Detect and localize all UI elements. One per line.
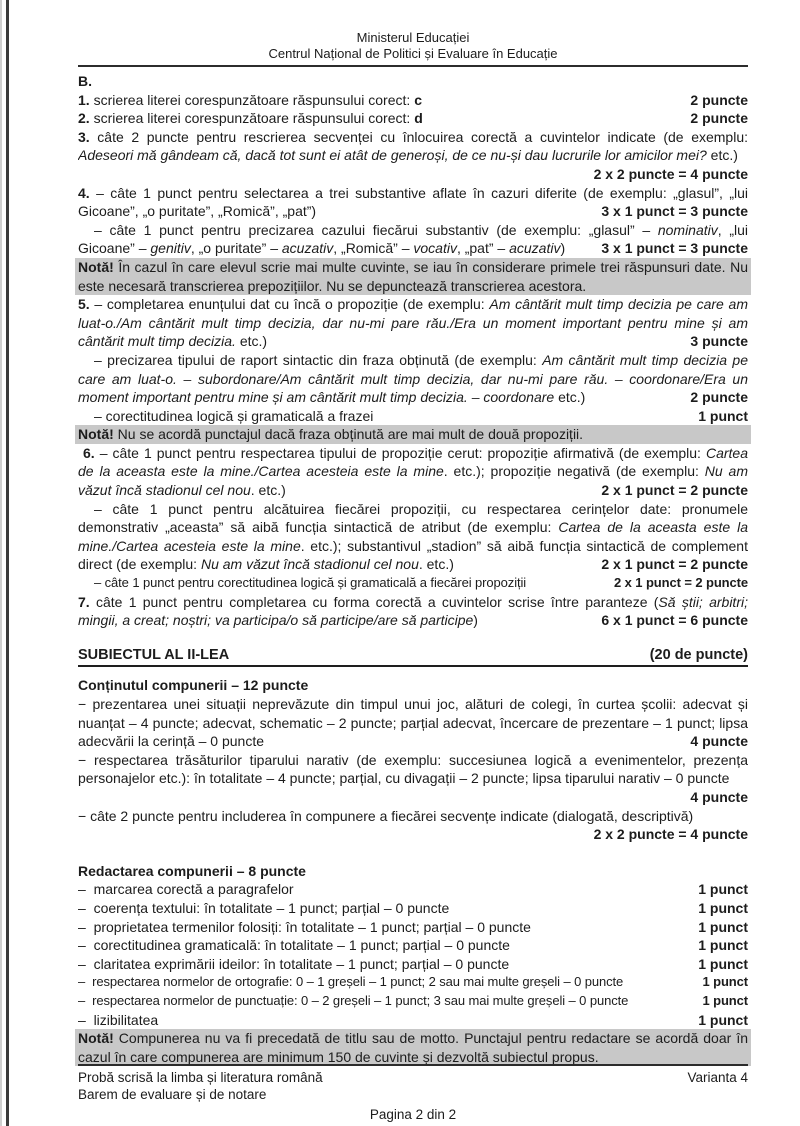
text-run: . etc.); substantivul „stadion” să aibă funcția sintactică de complement direct (de exemplu: <box>78 537 748 573</box>
text-run: , „lui Gicoane” – <box>78 221 748 257</box>
paragraph <box>78 72 748 91</box>
paragraph <box>78 973 748 992</box>
paragraph <box>78 221 748 258</box>
paragraph <box>78 128 748 184</box>
text-run: vocativ <box>413 240 457 257</box>
text-run: – respectarea normelor de punctuație: 0 – 2 greșeli – 1 punct; 3 sau mai multe greșeli – 0 puncte <box>78 992 629 1008</box>
points-value: 2 x 2 puncte = 4 puncte <box>593 826 748 843</box>
text-run: – marcarea corectă a paragrafelor <box>78 881 294 898</box>
text-run: Am cântărit mult timp decizia pe care am luat-o. – subordonare/Am cântărit mult timp decizia, dar nu-mi pare rău. – coordonare/Era un moment important pentru mine și am cântărit mult timp decizia. – coordonare <box>78 351 748 406</box>
text-run: . etc.); propoziție negativă (de exemplu: <box>443 463 705 480</box>
subsection-title: Conținutul compunerii – 12 puncte <box>78 677 309 694</box>
points-value: 1 punct <box>698 955 748 972</box>
points-value: 6 x 1 punct = 6 puncte <box>601 612 748 629</box>
paragraph <box>78 955 748 974</box>
paragraph <box>78 500 748 574</box>
text-run: câte 1 punct pentru completarea cu forma corectă a cuvintelor scrise între paranteze ( <box>89 593 659 610</box>
text-run: − prezentarea unei situații neprevăzute din timpul unui joc, alături de colegi, în curtea școlii: adecvat și nuanțat – 4 puncte; adecvat, schematic – 2 puncte; parțial adecvat, încercare de prezentare – 1 punct; lipsa adecvării la cerință – 0 puncte <box>78 696 748 750</box>
points-value: 2 puncte <box>690 389 748 406</box>
text-run: – corectitudinea gramaticală: în totalitate – 1 punct; parțial – 0 puncte <box>78 937 510 954</box>
text-run: – proprietatea termenilor folosiți: în totalitate – 1 punct; parțial – 0 puncte <box>78 918 531 935</box>
text-run: ) <box>560 240 566 257</box>
text-run: , „Romică” – <box>333 240 414 257</box>
text-run: – corectitudinea logică și gramaticală a frazei <box>94 407 374 424</box>
points-value: 3 puncte <box>690 333 748 350</box>
section-heading <box>78 646 748 668</box>
paragraph <box>78 751 748 807</box>
text-run: Nu am văzut încă stadionul cel nou <box>200 556 419 573</box>
text-run: 5. <box>78 296 90 313</box>
paragraph <box>78 109 748 128</box>
paragraph <box>78 444 748 500</box>
text-run: 6. <box>83 444 95 461</box>
points-value: 4 puncte <box>690 788 748 805</box>
paragraph <box>78 91 748 110</box>
text-run: Cartea de la aceasta este la mine./Cartea acesteia este la mine <box>78 444 748 480</box>
paragraph <box>78 593 748 630</box>
text-run: 4. <box>78 184 90 201</box>
text-run: câte 2 puncte pentru rescrierea secvenței cu înlocuirea corectă a cuvintelor indicate (de exemplu: <box>89 128 748 145</box>
text-run: acuzativ <box>281 240 334 257</box>
paragraph <box>78 807 748 844</box>
text-run: Nu am văzut încă stadionul cel nou <box>78 463 748 499</box>
text-run: 3. <box>78 128 90 145</box>
section-points: (20 de puncte) <box>649 646 748 663</box>
text-run: Nu se acordă punctajul dacă fraza obținută are mai mult de două propoziții. <box>113 426 584 443</box>
text-run: Cartea de la aceasta este la mine./Cartea acesteia este la mine <box>78 519 748 554</box>
text-run: – câte 1 punct pentru respectarea tipului de propoziție cerut: propoziție afirmativă (de exemplu: <box>94 444 706 461</box>
page-number: Pagina 2 din 2 <box>369 1107 457 1122</box>
ministry-title: Ministerul Educației <box>356 30 470 45</box>
text-run: c <box>414 91 422 108</box>
text-run: . etc.) <box>250 482 286 499</box>
paragraph <box>78 184 748 221</box>
paragraph <box>78 899 748 918</box>
exam-type-line: Barem de evaluare și de notare <box>78 1086 267 1102</box>
text-run: Notă! <box>78 1030 114 1047</box>
paragraph <box>78 936 748 955</box>
points-value: 1 punct <box>698 918 748 935</box>
note-paragraph <box>75 425 751 444</box>
exam-subject-line: Probă scrisă la limba și literatura română <box>78 1070 323 1085</box>
text-run: acuzativ <box>509 240 561 257</box>
document-footer <box>78 1064 748 1124</box>
text-run: Notă! <box>78 426 114 443</box>
note-paragraph <box>75 258 751 295</box>
text-run: − câte 2 puncte pentru includerea în compunere a fiecărei secvențe indicate (dialogată, descriptivă) <box>78 807 694 824</box>
text-run: etc.) <box>706 147 738 164</box>
points-value: 1 punct <box>698 937 748 954</box>
points-value: 1 punct <box>698 407 748 424</box>
footer-left <box>78 1070 323 1103</box>
paragraph <box>78 1011 748 1030</box>
text-run: Să știi; arbitri; mingii, a creat; noștri; va participa/o să participe/are să participe <box>78 593 748 629</box>
text-run: – lizibilitatea <box>78 1011 159 1028</box>
text-run: genitiv <box>150 240 191 257</box>
points-value: 3 x 1 punct = 3 puncte <box>601 240 748 257</box>
text-run: d <box>414 110 423 127</box>
text-run: . etc.) <box>418 556 454 573</box>
points-value: 2 x 1 punct = 2 puncte <box>601 482 748 499</box>
text-run: În cazul în care elevul scrie mai multe cuvinte, se iau în considerare primele trei răspunsuri date. Nu este necesară transcrierea prepozițiilor. Nu se depunctează transcrierea acestora. <box>78 258 748 294</box>
text-run: scrierea literei corespunzătoare răspunsului corect: <box>89 91 415 108</box>
paragraph <box>78 992 748 1011</box>
text-run: – câte 1 punct pentru precizarea cazului fiecărui substantiv (de exemplu: „glasul” – <box>94 221 658 238</box>
text-run: – respectarea normelor de ortografie: 0 – 1 greșeli – 1 punct; 2 sau mai multe greșeli – 0 puncte <box>78 974 624 990</box>
text-run: – câte 1 punct pentru alcătuirea fiecărei propoziții, cu respectarea cerințelor date: pronumele demonstrativ „aceasta” să aibă funcția sintactică de atribut (de exemplu: <box>78 500 748 536</box>
text-run: – câte 1 punct pentru selectarea a trei substantive aflate în cazuri diferite (de exemplu: „glasul”, „lui Gicoane”, „o puritate”, „Romică”, „pat”) <box>78 184 748 220</box>
subsection-title: Redactarea compunerii – 8 puncte <box>78 862 306 879</box>
text-run: – precizarea tipului de raport sintactic din fraza obținută (de exemplu: <box>94 351 543 368</box>
text-run: 7. <box>78 593 90 610</box>
points-value: 1 punct <box>698 881 748 898</box>
scan-edge-line <box>0 0 2 1126</box>
text-run: ) <box>473 612 478 629</box>
text-run: etc.) <box>554 389 586 406</box>
text-run: etc.) <box>235 333 268 350</box>
points-value: 1 punct <box>698 1011 748 1028</box>
paragraph <box>78 407 748 426</box>
text-run: 1. <box>78 91 90 108</box>
points-value: 1 punct <box>698 899 748 916</box>
paragraph <box>78 351 748 407</box>
text-run: nominativ <box>657 221 718 238</box>
paragraph <box>78 695 748 751</box>
text-run: scrierea literei corespunzătoare răspunsului corect: <box>89 110 415 127</box>
text-run: Compunerea nu va fi precedată de titlu sau de motto. Punctajul pentru redactare se acordă doar în cazul în care compunerea are minimum 150 de cuvinte și dezvoltă subiectul propus. <box>78 1030 748 1065</box>
paragraph <box>78 880 748 899</box>
center-title: Centrul Național de Politici și Evaluare în Educație <box>268 46 558 61</box>
text-run: Notă! <box>78 258 114 275</box>
text-run: B. <box>78 73 92 89</box>
paragraph <box>78 295 748 351</box>
text-run: 2. <box>78 110 90 127</box>
points-value: 2 x 1 punct = 2 puncte <box>601 556 748 573</box>
points-value: 2 puncte <box>690 91 748 108</box>
text-run: – câte 1 punct pentru corectitudinea logică și gramaticală a fiecărei propoziții <box>94 575 527 591</box>
points-value: 4 puncte <box>690 733 748 750</box>
text-run: – coerența textului: în totalitate – 1 punct; parțial – 0 puncte <box>78 899 450 916</box>
page-content <box>78 30 748 1066</box>
text-run: Am cântărit mult timp decizia pe care am luat-o./Am cântărit mult timp decizia, dar nu-mi pare rău./Era un moment important pentru mine și am cântărit mult timp decizia. <box>78 296 748 350</box>
variant-label: Varianta 4 <box>687 1070 748 1085</box>
footer-row <box>78 1070 748 1103</box>
text-run: – completarea enunțului dat cu încă o propoziție (de exemplu: <box>89 296 490 313</box>
text-run: − respectarea trăsăturilor tiparului narativ (de exemplu: succesiunea logică a evenimentelor, prezența personajelor etc.): în totalitate – 4 puncte; parțial, cu divagații – 2 puncte; lipsa tiparului narativ – 0 puncte <box>78 751 748 787</box>
text-run: – claritatea exprimării ideilor: în totalitate – 1 punct; parțial – 0 puncte <box>78 955 510 972</box>
paragraph <box>78 918 748 937</box>
points-value: 3 x 1 punct = 3 puncte <box>601 203 748 220</box>
paragraph <box>78 574 748 593</box>
note-paragraph <box>75 1029 751 1066</box>
points-value: 2 x 2 puncte = 4 puncte <box>593 165 748 182</box>
document-header <box>78 30 748 67</box>
points-value: 1 punct <box>702 992 748 1008</box>
points-value: 1 punct <box>702 974 748 990</box>
text-run: , „o puritate” – <box>190 240 282 257</box>
points-value: 2 puncte <box>690 110 748 127</box>
section-title: SUBIECTUL AL II-LEA <box>78 646 230 663</box>
text-run: Adeseori mă gândeam că, dacă tot sunt ei atât de generoși, de ce nu-și dau lucrurile lor amicilor mei? <box>78 147 707 164</box>
text-run: , „pat” – <box>456 240 510 257</box>
document-body <box>78 72 748 1066</box>
points-value: 2 x 1 punct = 2 puncte <box>614 575 748 591</box>
scan-binding-bar <box>6 0 9 1126</box>
